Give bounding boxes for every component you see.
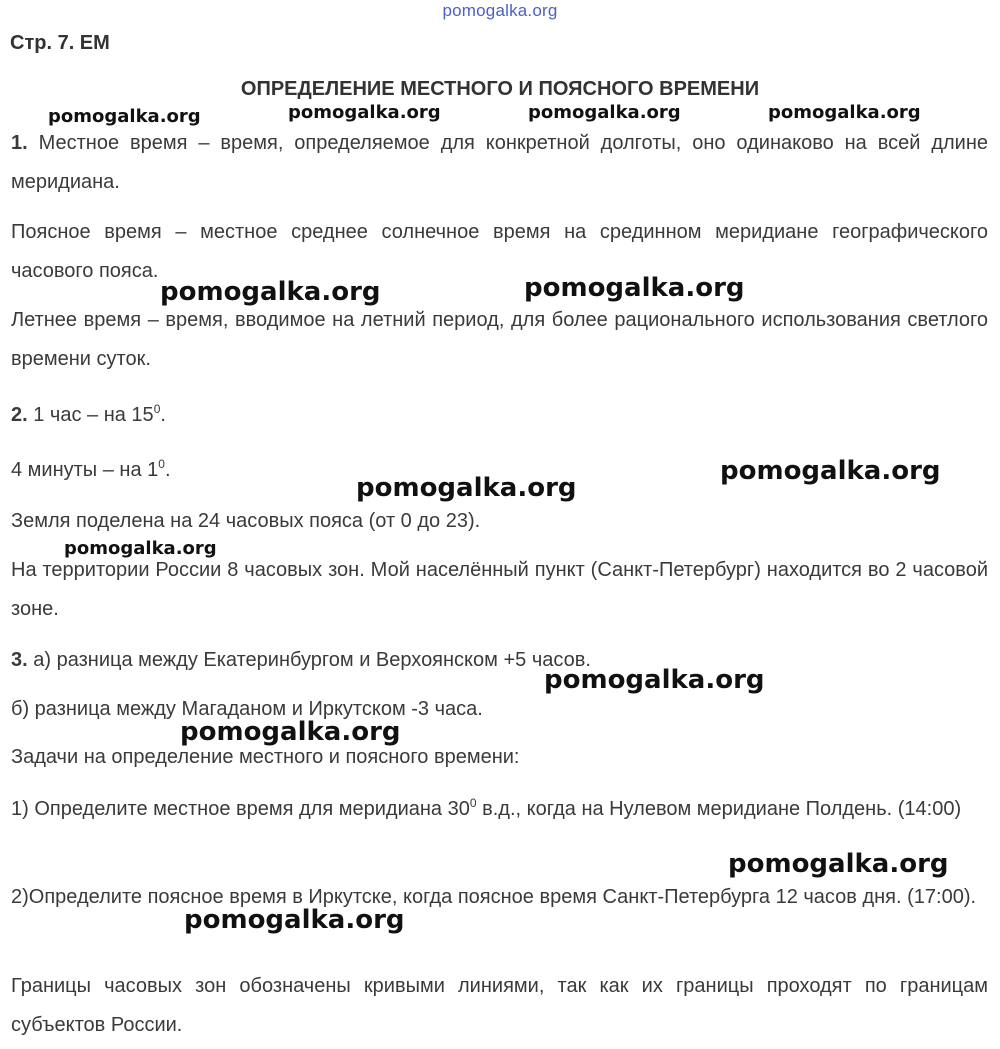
watermark: pomogalka.org [524,273,745,303]
q2-line-2-text: 4 минуты – на 1 [11,459,159,481]
q3-borders: Границы часовых зон обозначены кривыми линиями, так как их границы проходят по границам субъектов России. [11,975,988,1036]
q1-number: 1. [11,132,28,154]
watermark: pomogalka.org [64,538,217,559]
watermark: pomogalka.org [160,277,381,307]
q2-line-1-text: 1 час – на 15 [33,404,154,426]
watermark: pomogalka.org [288,102,441,123]
degree-sup: 0 [469,796,477,810]
watermark: pomogalka.org [48,106,201,127]
page-label: Стр. 7. ЕМ [10,32,110,54]
page-title: ОПРЕДЕЛЕНИЕ МЕСТНОГО И ПОЯСНОГО ВРЕМЕНИ [240,78,760,100]
watermark: pomogalka.org [728,849,949,879]
watermark: pomogalka.org [768,102,921,123]
q2-line-1-end: . [160,404,166,426]
q3-tasks-title: Задачи на определение местного и поясного времени: [11,746,520,768]
q1-local-time-text: Местное время – время, определяемое для конкретной долготы, оно одинаково на всей длине меридиана. [11,132,988,193]
watermark: pomogalka.org [528,102,681,123]
q2-line-4: На территории России 8 часовых зон. Мой населённый пункт (Санкт-Петербург) находится во 2 часовой зоне. [11,559,988,620]
q2-number: 2. [11,404,28,426]
q2-line-3: Земля поделена на 24 часовых пояса (от 0 до 23). [11,510,481,532]
q3-task-1-end: в.д., когда на Нулевом меридиане Полдень. (14:00) [476,798,962,820]
q3-task-1 [11,790,988,829]
q2-line-2-end: . [164,459,171,481]
q3-task-2: 2)Определите поясное время в Иркутске, когда поясное время Санкт-Петербурга 12 часов дня. (17:00). [11,886,977,908]
q2-line-1 [11,396,988,435]
q3-number: 3. [11,649,28,671]
watermark: pomogalka.org [544,665,765,695]
watermark: pomogalka.org [184,905,405,935]
q3-task-1-start: 1) Определите местное время для меридиана 30 [11,798,470,820]
top-watermark: pomogalka.org [442,1,558,20]
degree-sup: 0 [158,457,165,471]
watermark: pomogalka.org [356,473,577,503]
degree-sup: 0 [153,402,161,416]
q3-answer-a-text: а) разница между Екатеринбургом и Верхоянском +5 часов. [33,649,591,671]
watermark: pomogalka.org [180,717,401,747]
q3-answer-b: б) разница между Магаданом и Иркутском -3 часа. [11,698,483,720]
q1-summer-time: Летнее время – время, вводимое на летний период, для более рационального использования светлого времени суток. [11,309,988,370]
q1-local-time [11,124,988,202]
watermark: pomogalka.org [720,456,941,486]
q3-answer-a [11,641,988,680]
q1-zone-time: Поясное время – местное среднее солнечное время на срединном меридиане географического часового пояса. [11,221,988,282]
